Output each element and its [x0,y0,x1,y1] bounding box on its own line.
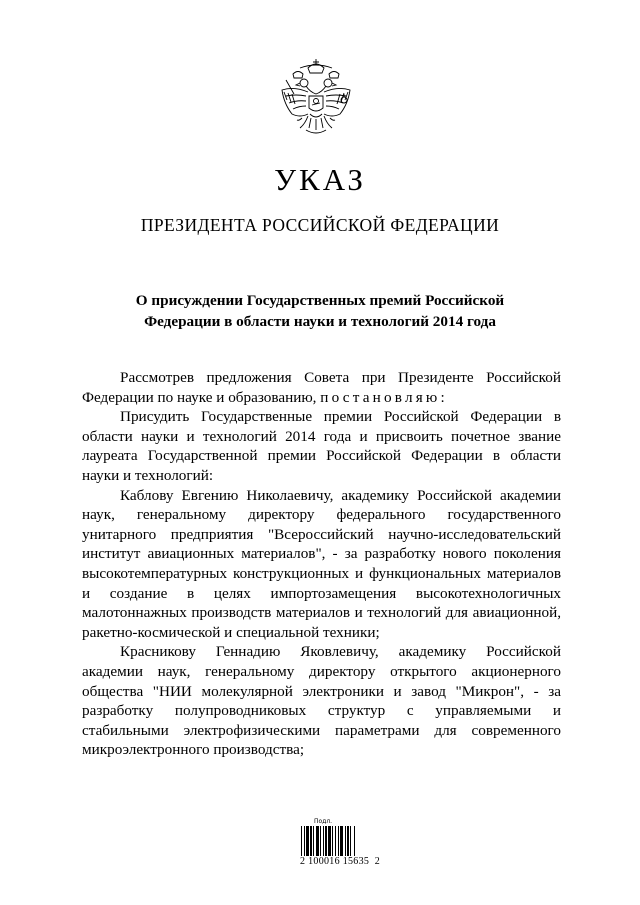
barcode-bar [354,826,355,856]
laureate-paragraph-2: Красникову Геннадию Яковлевичу, академику Российской академии наук, генеральному директору открытого акционерного общества "НИИ молекулярной электроники и завод "Микрон", - за разработку полупроводниковых структур с управляемыми и стабильными электрофизическими параметрами для современного микроэлектронного производства; [82,643,561,759]
decree-word: постановляю: [320,388,448,406]
russian-coat-of-arms-icon [278,58,354,140]
barcode-bar [306,826,309,856]
barcode-bar [310,826,312,856]
barcode-top-label: Подл. [314,818,333,825]
award-paragraph: Присудить Государственные премии Российской Федерации в области науки и технологий 2014 года и присвоить почетное звание лауреата Государственной премии Российской Федерации в области науки и технологий: [82,408,561,484]
barcode-bar [347,826,349,856]
barcode-bar [320,826,321,856]
decree-heading [95,290,545,332]
barcode-bar [332,826,333,856]
barcode-bar [335,826,336,856]
barcode-bar [350,826,351,856]
barcode-block [300,818,384,868]
barcode-bar [316,826,319,856]
preamble-paragraph [82,368,561,407]
barcode-icon [300,826,384,856]
document-subtitle: ПРЕЗИДЕНТА РОССИЙСКОЙ ФЕДЕРАЦИИ [140,215,500,235]
barcode-bar [345,826,346,856]
barcode-bar [325,826,327,856]
barcode-number: 2 100016 15635 2 [300,856,381,867]
decree-body [82,368,561,760]
barcode-bar [340,826,343,856]
barcode-bar [328,826,331,856]
barcode-bar [338,826,339,856]
preamble-text: Рассмотрев предложения Совета при Президенте Российской Федерации по науке и образованию, [82,369,561,406]
barcode-bar [323,826,324,856]
barcode-bar [301,826,302,856]
barcode-bar [313,826,314,856]
document-title: УКАЗ [274,162,366,197]
laureate-paragraph-1: Каблову Евгению Николаевичу, академику Российской академии наук, генеральному директору федерального государственного унитарного предприятия "Всероссийский научно-исследовательский институт авиационных материалов", - за разработку нового поколения высокотемпературных конструкционных и функциональных материалов и создание в целях импортозамещения высокотехнологичных малотоннажных производств материалов и технологий для авиационной, ракетно-космической и специальной техники; [82,486,561,641]
decree-heading-line1: О присуждении Государственных премий Российской [135,292,505,309]
barcode-bar [304,826,305,856]
decree-heading-line2: Федерации в области науки и технологий 2014 года [144,313,496,330]
